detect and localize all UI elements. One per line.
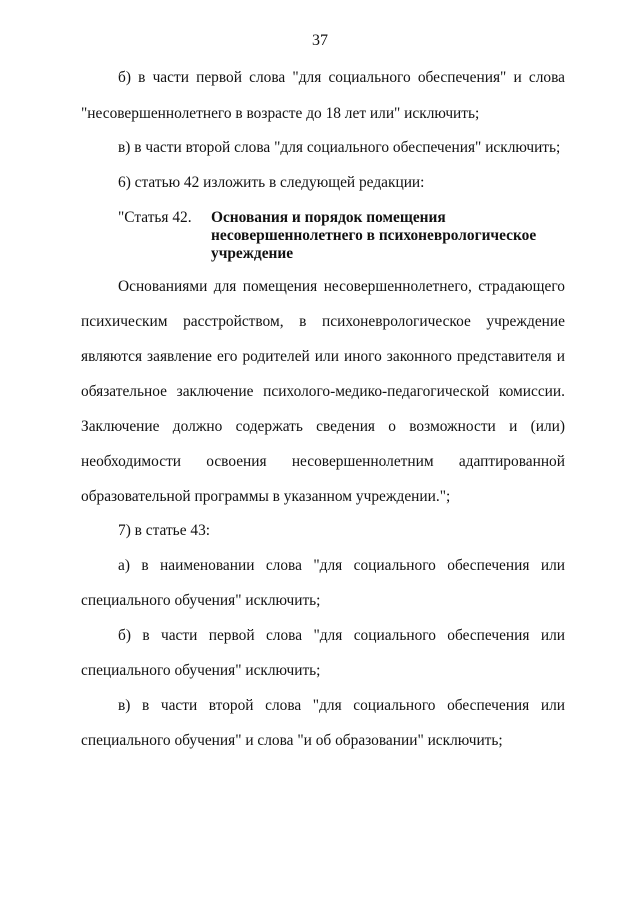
- body-line6: необходимости освоения несовершеннолетним адаптированной: [81, 453, 565, 470]
- item-v-line2: специального обучения" и слова "и об образовании" исключить;: [81, 732, 503, 749]
- paragraph-b-line2: "несовершеннолетнего в возрасте до 18 лет или" исключить;: [81, 105, 480, 122]
- body-line2: психическим расстройством, в психоневрологическое учреждение: [81, 313, 565, 330]
- body-line5: Заключение должно содержать сведения о возможности и (или): [81, 418, 565, 435]
- item-a-line1: а) в наименовании слова "для социального обеспечения или: [118, 557, 565, 574]
- page-number: 37: [312, 32, 328, 49]
- paragraph-v: в) в части второй слова "для социального обеспечения" исключить;: [118, 139, 561, 156]
- paragraph-6: 6) статью 42 изложить в следующей редакции:: [118, 174, 425, 191]
- body-line1: Основаниями для помещения несовершеннолетнего, страдающего: [118, 278, 565, 295]
- article-title-line3: учреждение: [211, 245, 294, 262]
- item-b-line1: б) в части первой слова "для социального обеспечения или: [118, 627, 565, 644]
- item-a-line2: специального обучения" исключить;: [81, 592, 321, 609]
- body-line4: обязательное заключение психолого-медико-педагогической комиссии.: [81, 383, 565, 400]
- body-line3: являются заявление его родителей или иного законного представителя и: [81, 348, 565, 365]
- article-title-line1: Основания и порядок помещения: [211, 209, 446, 226]
- item-v-line1: в) в части второй слова "для социального обеспечения или: [118, 697, 565, 714]
- paragraph-7: 7) в статье 43:: [118, 522, 211, 539]
- body-line7: образовательной программы в указанном учреждении.";: [81, 488, 451, 505]
- item-b-line2: специального обучения" исключить;: [81, 662, 321, 679]
- article-title-line2: несовершеннолетнего в психоневрологическое: [211, 227, 537, 244]
- paragraph-b-line1: б) в части первой слова "для социального обеспечения" и слова: [118, 69, 565, 86]
- article-label: "Статья 42.: [118, 209, 192, 226]
